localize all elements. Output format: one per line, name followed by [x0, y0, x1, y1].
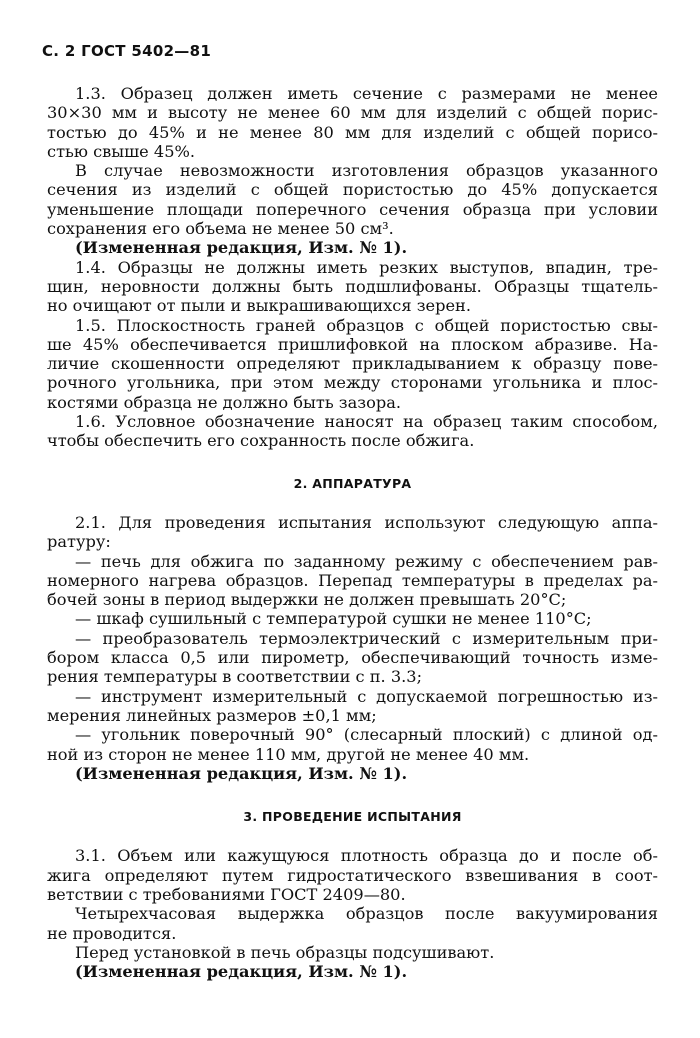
text-line: чтобы обеспечить его сохранность после обжига.	[47, 431, 475, 451]
text-line: стью свыше 45%.	[47, 141, 196, 161]
list-item-square	[47, 725, 658, 764]
text-line: уменьшение площади поперечного сечения образца при условии	[47, 199, 658, 219]
list-item-thermocouple	[47, 629, 658, 687]
text-line: рочного угольника, при этом между сторонами угольника и плос-	[47, 373, 658, 393]
paragraph-3-1-continued	[47, 904, 658, 943]
text-line: номерного нагрева образцов. Перепад температуры в пределах ра-	[47, 570, 658, 590]
text-line: ветствии с требованиями ГОСТ 2409—80.	[47, 884, 406, 904]
list-item-drying-cabinet	[47, 609, 658, 628]
text-line: жига определяют путем гидростатического взвешивания в соот-	[47, 865, 658, 885]
paragraph-1-4	[47, 258, 658, 316]
text-line: 3.1. Объем или кажущуюся плотность образца до и после об-	[75, 846, 658, 866]
paragraph-1-3	[47, 84, 658, 161]
text-line: Перед установкой в печь образцы подсушивают.	[75, 942, 495, 962]
list-item-measuring-tool	[47, 687, 658, 726]
paragraph-3-1	[47, 846, 658, 904]
text-line: сечения из изделий с общей пористостью до 45% допускается	[47, 180, 658, 200]
section-heading-testing: 3. ПРОВЕДЕНИЕ ИСПЫТАНИЯ	[243, 809, 462, 825]
text-line: Четырехчасовая выдержка образцов после вакуумирования	[75, 904, 658, 924]
text-line: мерения линейных размеров ±0,1 мм;	[47, 705, 377, 725]
amendment-note: (Измененная редакция, Изм. № 1).	[75, 962, 408, 982]
text-line: В случае невозможности изготовления образцов указанного	[75, 161, 658, 181]
text-line: — печь для обжига по заданному режиму с обеспечением рав-	[75, 551, 658, 571]
text-line: бором класса 0,5 или пирометр, обеспечивающий точность изме-	[47, 648, 658, 668]
text-line: — шкаф сушильный с температурой сушки не менее 110°С;	[75, 609, 592, 629]
amendment-note: (Измененная редакция, Изм. № 1).	[75, 238, 408, 258]
text-line: — угольник поверочный 90° (слесарный плоский) с длиной од-	[75, 725, 658, 745]
paragraph-1-5	[47, 316, 658, 412]
paragraph-1-6	[47, 412, 658, 451]
text-line: ратуру:	[47, 532, 111, 552]
text-line: ше 45% обеспечивается пришлифовкой на плоском абразиве. На-	[47, 334, 658, 354]
running-head: С. 2 ГОСТ 5402—81	[42, 42, 212, 60]
text-line: 30×30 мм и высоту не менее 60 мм для изделий с общей порис-	[47, 103, 658, 123]
text-line: щин, неровности должны быть подшлифованы. Образцы тщатель-	[47, 276, 658, 296]
paragraph-2-1	[47, 513, 658, 552]
paragraph-1-3-continued	[47, 161, 658, 238]
text-line: 1.3. Образец должен иметь сечение с размерами не менее	[75, 84, 658, 103]
text-line: — преобразователь термоэлектрический с измерительным при-	[75, 628, 658, 648]
amendment-note: (Измененная редакция, Изм. № 1).	[75, 763, 408, 783]
document-body	[47, 84, 658, 981]
text-line: 1.5. Плоскостность граней образцов с общей пористостью свы-	[75, 315, 658, 335]
text-line: — инструмент измерительный с допускаемой погрешностью из-	[75, 686, 658, 706]
paragraph-3-1-drying	[47, 943, 658, 962]
section-heading-apparatus: 2. АППАРАТУРА	[293, 475, 412, 491]
text-line: тостью до 45% и не менее 80 мм для изделий с общей порисо-	[47, 122, 658, 142]
text-line: ной из сторон не менее 110 мм, другой не менее 40 мм.	[47, 744, 530, 764]
text-line: 2.1. Для проведения испытания используют следующую аппа-	[75, 512, 658, 532]
text-line: бочей зоны в период выдержки не должен превышать 20°С;	[47, 590, 567, 610]
text-line: но очищают от пыли и выкрашивающихся зерен.	[47, 296, 471, 316]
text-line: личие скошенности определяют прикладыванием к образцу пове-	[47, 354, 658, 374]
text-line: 1.6. Условное обозначение наносят на образец таким способом,	[75, 412, 658, 432]
list-item-furnace	[47, 552, 658, 610]
text-line: костями образца не должно быть зазора.	[47, 392, 401, 412]
text-line: не проводится.	[47, 923, 177, 943]
text-line: рения температуры в соответствии с п. 3.3;	[47, 667, 423, 687]
text-line: 1.4. Образцы не должны иметь резких выступов, впадин, тре-	[75, 257, 658, 277]
text-line: сохранения его объема не менее 50 см³.	[47, 219, 394, 239]
